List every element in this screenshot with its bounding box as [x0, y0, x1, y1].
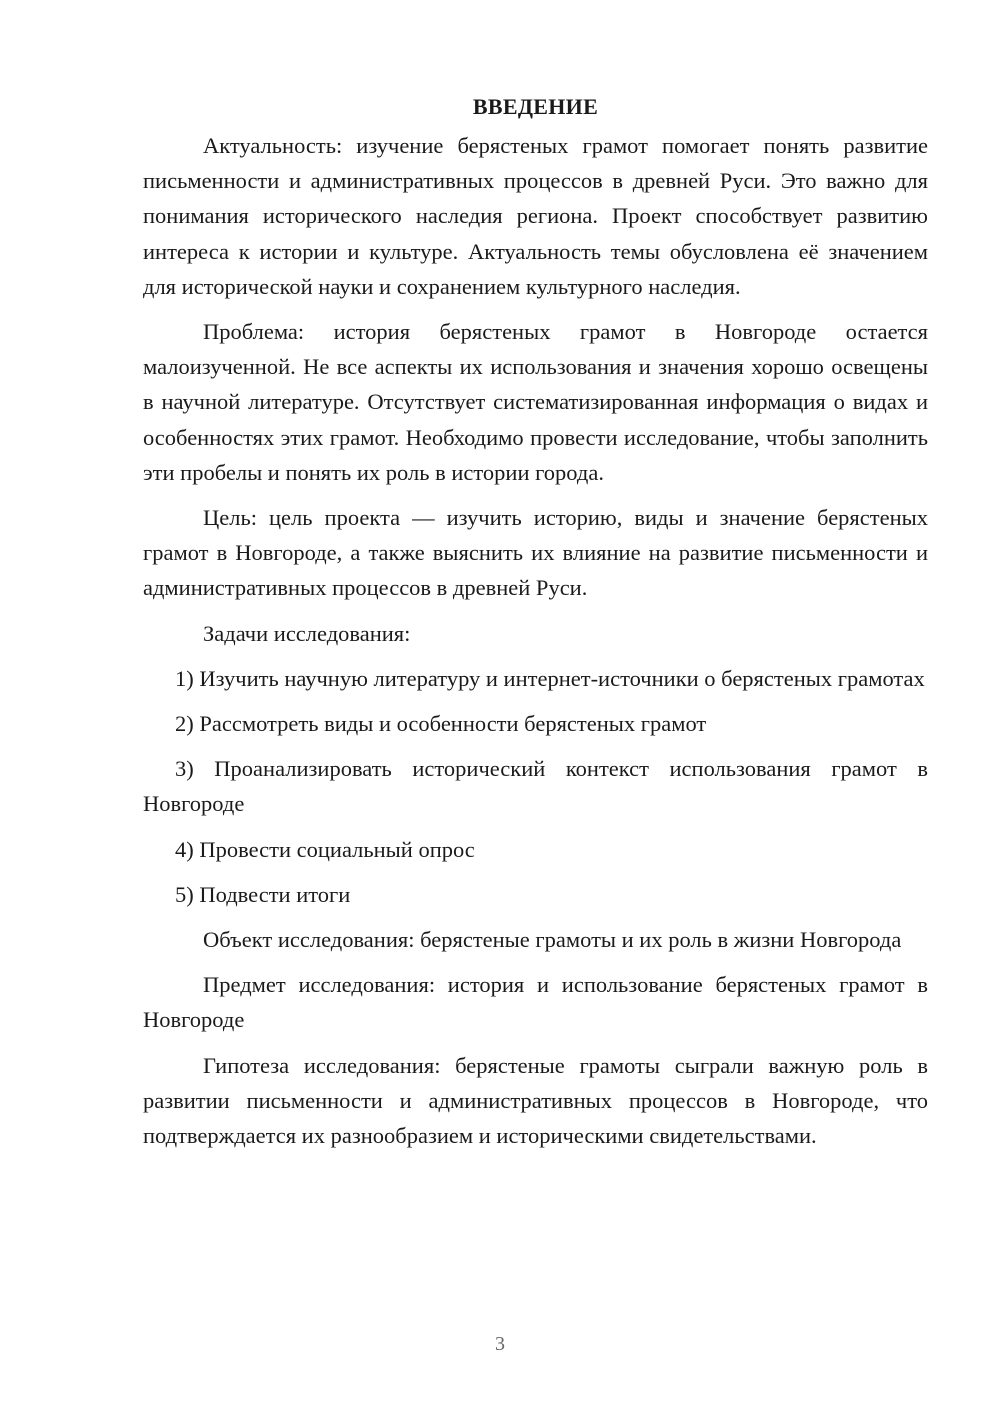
- relevance-paragraph: Актуальность: изучение берястеных грамот помогает понять развитие письменности и административных процессов в древней Руси. Это важно для понимания исторического наследия региона. Проект способствует развитию интереса к истории и культуре. Актуальность темы обусловлена её значением для исторической науки и сохранением культурного наследия.: [143, 133, 928, 299]
- page-title: ВВЕДЕНИЕ: [472, 94, 599, 119]
- subject-paragraph: Предмет исследования: история и использование берястеных грамот в Новгороде: [143, 972, 928, 1033]
- hypothesis-paragraph: Гипотеза исследования: берястеные грамоты сыграли важную роль в развитии письменности и административных процессов в Новгороде, что подтверждается их разнообразием и историческими свидетельствами.: [143, 1052, 928, 1149]
- goal-paragraph: Цель: цель проекта — изучить историю, виды и значение берястеных грамот в Новгороде, а также выяснить их влияние на развитие письменности и административных процессов в древней Руси.: [143, 505, 928, 601]
- task-item: 1) Изучить научную литературу и интернет-источники о берястеных грамотах: [175, 665, 925, 691]
- task-item: 3) Проанализировать исторический контекст использования грамот в Новгороде: [143, 756, 928, 817]
- problem-paragraph: Проблема: история берястеных грамот в Новгороде остается малоизученной. Не все аспекты их использования и значения хорошо освещены в научной литературе. Отсутствует систематизированная информация о видах и особенностях этих грамот. Необходимо провести исследование, чтобы заполнить эти пробелы и понять их роль в истории города.: [143, 319, 928, 485]
- page-number: 3: [495, 1333, 505, 1355]
- tasks-heading: Задачи исследования:: [203, 620, 411, 646]
- task-item: 4) Провести социальный опрос: [175, 836, 475, 862]
- task-item: 2) Рассмотреть виды и особенности берястеных грамот: [175, 711, 707, 737]
- task-item: 5) Подвести итоги: [175, 881, 351, 907]
- object-paragraph: Объект исследования: берястеные грамоты и их роль в жизни Новгорода: [203, 927, 902, 953]
- document-body: [143, 92, 928, 1163]
